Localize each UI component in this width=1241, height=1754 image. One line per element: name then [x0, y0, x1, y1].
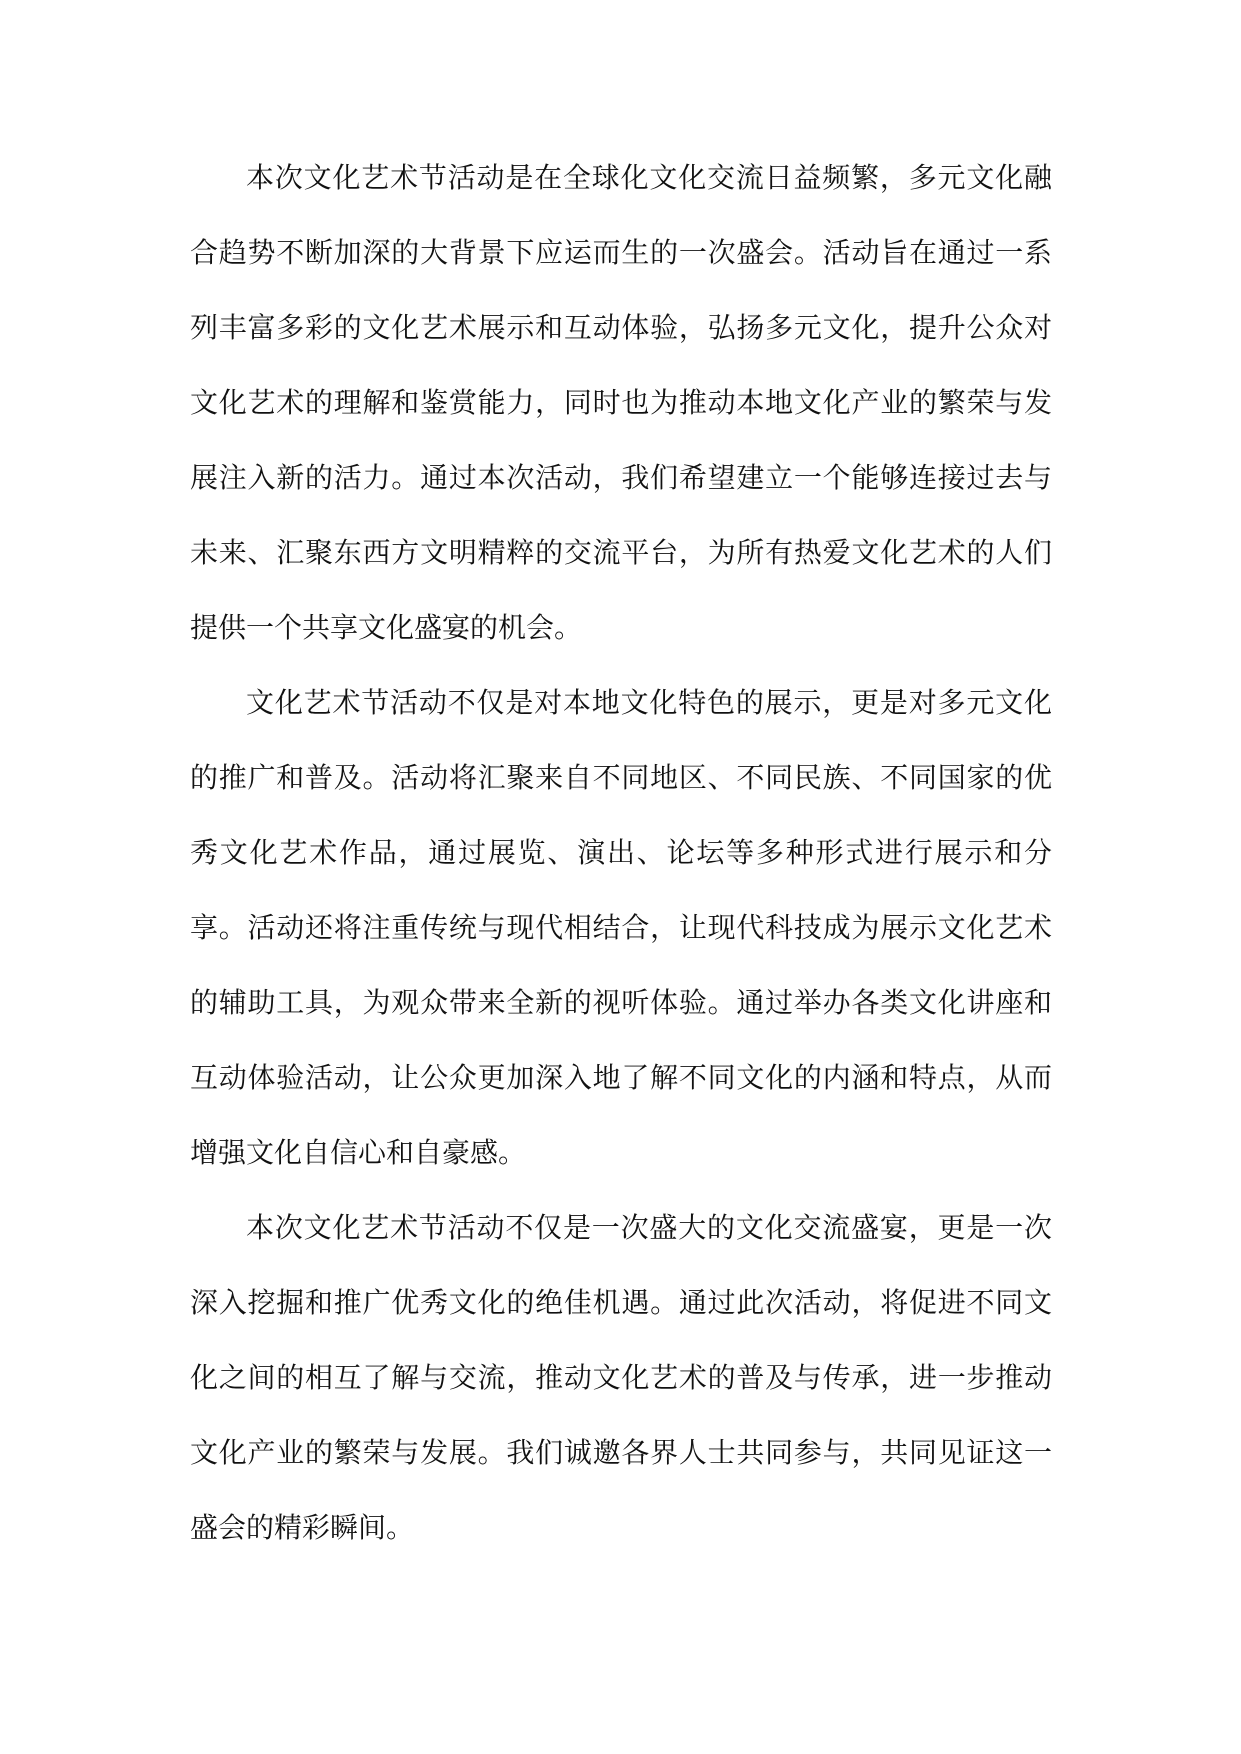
paragraph-1: 本次文化艺术节活动是在全球化文化交流日益频繁，多元文化融合趋势不断加深的大背景下应运而生的一次盛会。活动旨在通过一系列丰富多彩的文化艺术展示和互动体验，弘扬多元文化，提升公众对文化艺术的理解和鉴赏能力，同时也为推动本地文化产业的繁荣与发展注入新的活力。通过本次活动，我们希望建立一个能够连接过去与未来、汇聚东西方文明精粹的交流平台，为所有热爱文化艺术的人们提供一个共享文化盛宴的机会。 [190, 161, 1052, 644]
paragraph-2: 文化艺术节活动不仅是对本地文化特色的展示，更是对多元文化的推广和普及。活动将汇聚来自不同地区、不同民族、不同国家的优秀文化艺术作品，通过展览、演出、论坛等多种形式进行展示和分享。活动还将注重传统与现代相结合，让现代科技成为展示文化艺术的辅助工具，为观众带来全新的视听体验。通过举办各类文化讲座和互动体验活动，让公众更加深入地了解不同文化的内涵和特点，从而增强文化自信心和自豪感。 [190, 686, 1052, 1169]
paragraph-3: 本次文化艺术节活动不仅是一次盛大的文化交流盛宴，更是一次深入挖掘和推广优秀文化的绝佳机遇。通过此次活动，将促进不同文化之间的相互了解与交流，推动文化艺术的普及与传承，进一步推动文化产业的繁荣与发展。我们诚邀各界人士共同参与，共同见证这一盛会的精彩瞬间。 [190, 1211, 1052, 1544]
document-body [190, 140, 1052, 1565]
